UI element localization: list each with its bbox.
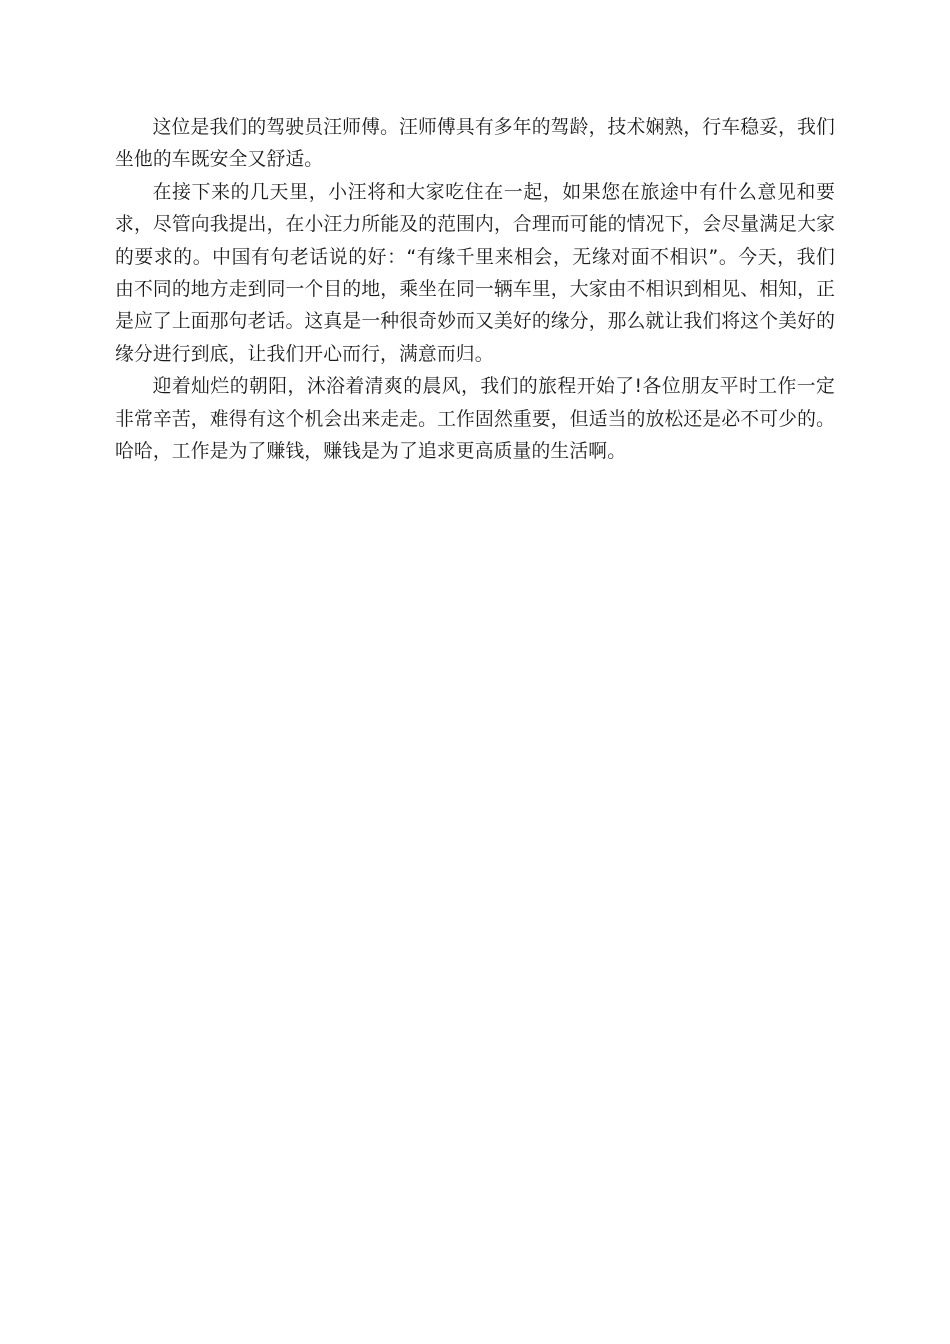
paragraph-driver-intro: 这位是我们的驾驶员汪师傅。汪师傅具有多年的驾龄，技术娴熟，行车稳妥，我们坐他的车既安全又舒适。 [115,117,835,171]
paragraph-journey-start: 迎着灿烂的朝阳，沐浴着清爽的晨风，我们的旅程开始了!各位朋友平时工作一定非常辛苦，难得有这个机会出来走走。工作固然重要，但适当的放松还是必不可少的。哈哈，工作是为了赚钱，赚钱是为了追求更高质量的生活啊。 [115,376,835,463]
paragraph-guide-promise: 在接下来的几天里，小汪将和大家吃住在一起，如果您在旅途中有什么意见和要求，尽管向我提出，在小汪力所能及的范围内，合理而可能的情况下，会尽量满足大家的要求的。中国有句老话说的好：“有缘千里来相会，无缘对面不相识”。今天，我们由不同的地方走到同一个目的地，乘坐在同一辆车里，大家由不相识到相见、相知，正是应了上面那句老话。这真是一种很奇妙而又美好的缘分，那么就让我们将这个美好的缘分进行到底，让我们开心而行，满意而归。 [115,181,835,365]
document-body [115,112,835,468]
